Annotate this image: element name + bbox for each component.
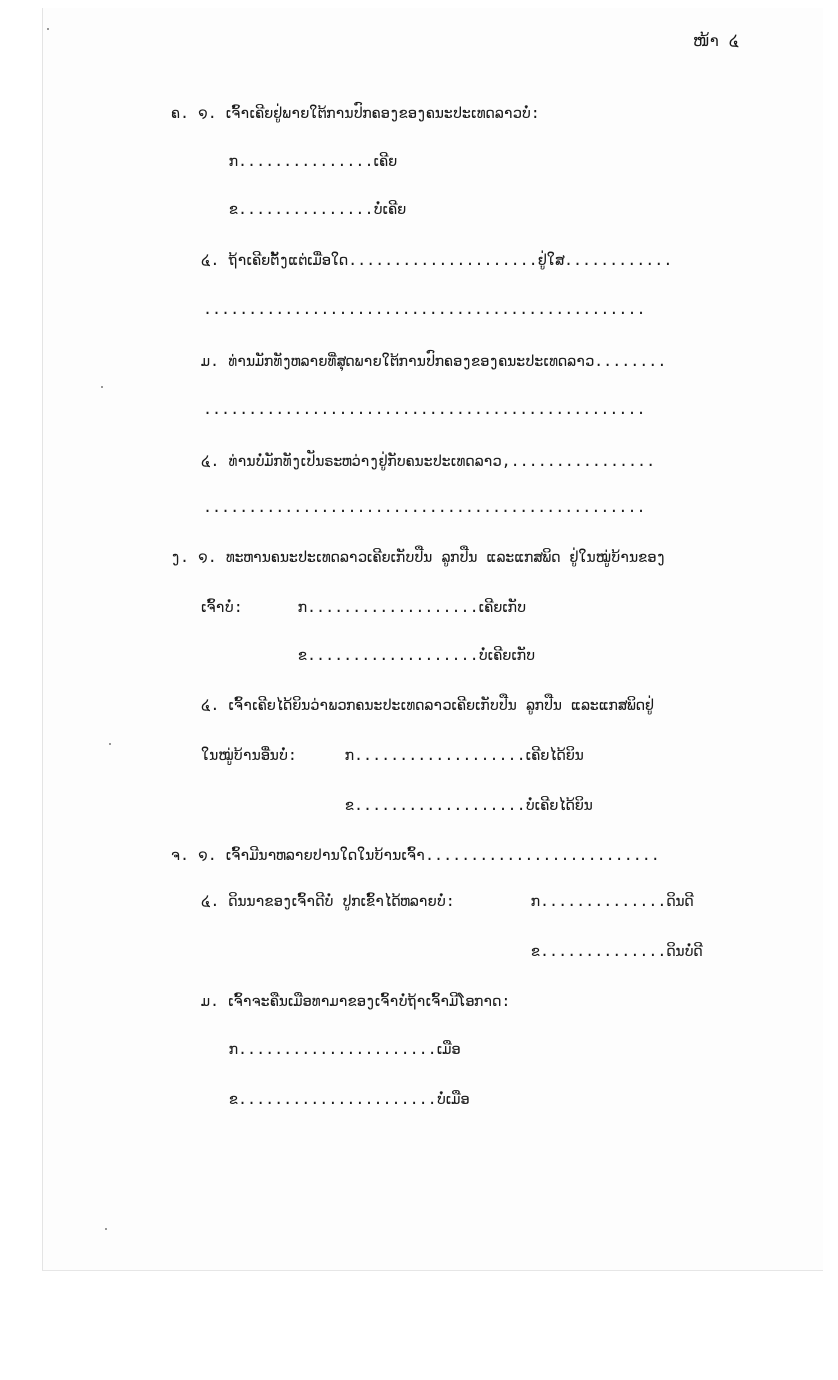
question-ch2: ໔. ດິນນາຂອງເຈົ້າດີບໍ່ ປູກເຂົ້າໄດ້ຫລາຍບໍ່: <box>201 892 455 910</box>
option-ng2-yes: ກ...................ເຄີຍໄດ້ຍິນ <box>345 746 584 764</box>
question-k2: ໔. ຖ້າເຄີຍຕັ້ງແຕ່ເມື່ອໃດ.....................ຢູ່ໃສ............ <box>201 251 673 269</box>
scan-speck <box>109 743 111 745</box>
answer-line-k4: ................................................. <box>203 498 646 516</box>
option-ng2-no: ຂ...................ບໍ່ເຄີຍໄດ້ຍິນ <box>345 796 593 814</box>
option-ng1-no: ຂ...................ບໍ່ເຄີຍເກັບ <box>298 646 536 664</box>
option-ch2-good: ກ..............ດິນດີ <box>531 892 694 910</box>
question-k4: ໔. ທ່ານບໍ່ມັກທັງເປັນຣະຫວ່າງຢູ່ກັບຄນະປະເທດລາວ,................ <box>201 452 656 470</box>
option-ch3-yes: ກ......................ເມືອ <box>229 1040 461 1058</box>
question-ng2-cont: ໃນໝູ່ບ້ານອື່ນບໍ່: <box>201 746 297 764</box>
question-ng1-cont: ເຈົ້າບໍ່: <box>201 598 243 616</box>
question-k3: ມ. ທ່ານມັກທັງຫລາຍທີ່ສຸດພາຍໃຕ້ການປົກຄອງຂອງຄນະປະເທດລາວ........ <box>201 352 667 370</box>
option-ng1-yes: ກ...................ເຄີຍເກັບ <box>298 598 526 616</box>
question-ng2: ໔. ເຈົ້າເຄີຍໄດ້ຍິນວ່າພວກຄນະປະເທດລາວເຄີຍເກັບປືນ ລູກປືນ ແລະແກສພິດຢູ່ <box>201 696 654 714</box>
scan-speck <box>101 386 103 388</box>
option-ch3-no: ຂ......................ບໍ່ເມືອ <box>229 1090 470 1108</box>
scan-speck <box>105 1228 107 1230</box>
scan-speck <box>47 28 49 30</box>
option-k1-no: ຂ...............ບໍ່ເຄີຍ <box>229 200 407 218</box>
question-k1: ຄ. ໑. ເຈົ້າເຄີຍຢູ່ພາຍໃຕ້ການປົກຄອງຂອງຄນະປະເທດລາວບໍ່: <box>171 104 540 122</box>
question-ch1: ຈ. ໑. ເຈົ້າມີນາຫລາຍປານໃດໃນບ້ານເຈົ້າ.......................... <box>171 846 660 864</box>
document-page <box>42 8 823 1271</box>
question-ng1: ງ. ໑. ທະຫານຄນະປະເທດລາວເຄີຍເກັບປືນ ລູກປືນ ແລະແກສພິດ ຢູ່ໃນໝູ່ບ້ານຂອງ <box>171 548 666 566</box>
page-number: ໜ້າ ໔ <box>693 31 739 50</box>
answer-line-k3: ................................................. <box>203 400 646 418</box>
option-ch2-bad: ຂ..............ດິນບໍ່ດີ <box>531 942 703 960</box>
question-ch3: ມ. ເຈົ້າຈະຄືນເມືອທາມາຂອງເຈົ້າບໍ່ຖ້າເຈົ້າມີໂອກາດ: <box>201 992 511 1010</box>
answer-line-k2: ................................................. <box>203 300 646 318</box>
option-k1-yes: ກ...............ເຄີຍ <box>229 152 398 170</box>
